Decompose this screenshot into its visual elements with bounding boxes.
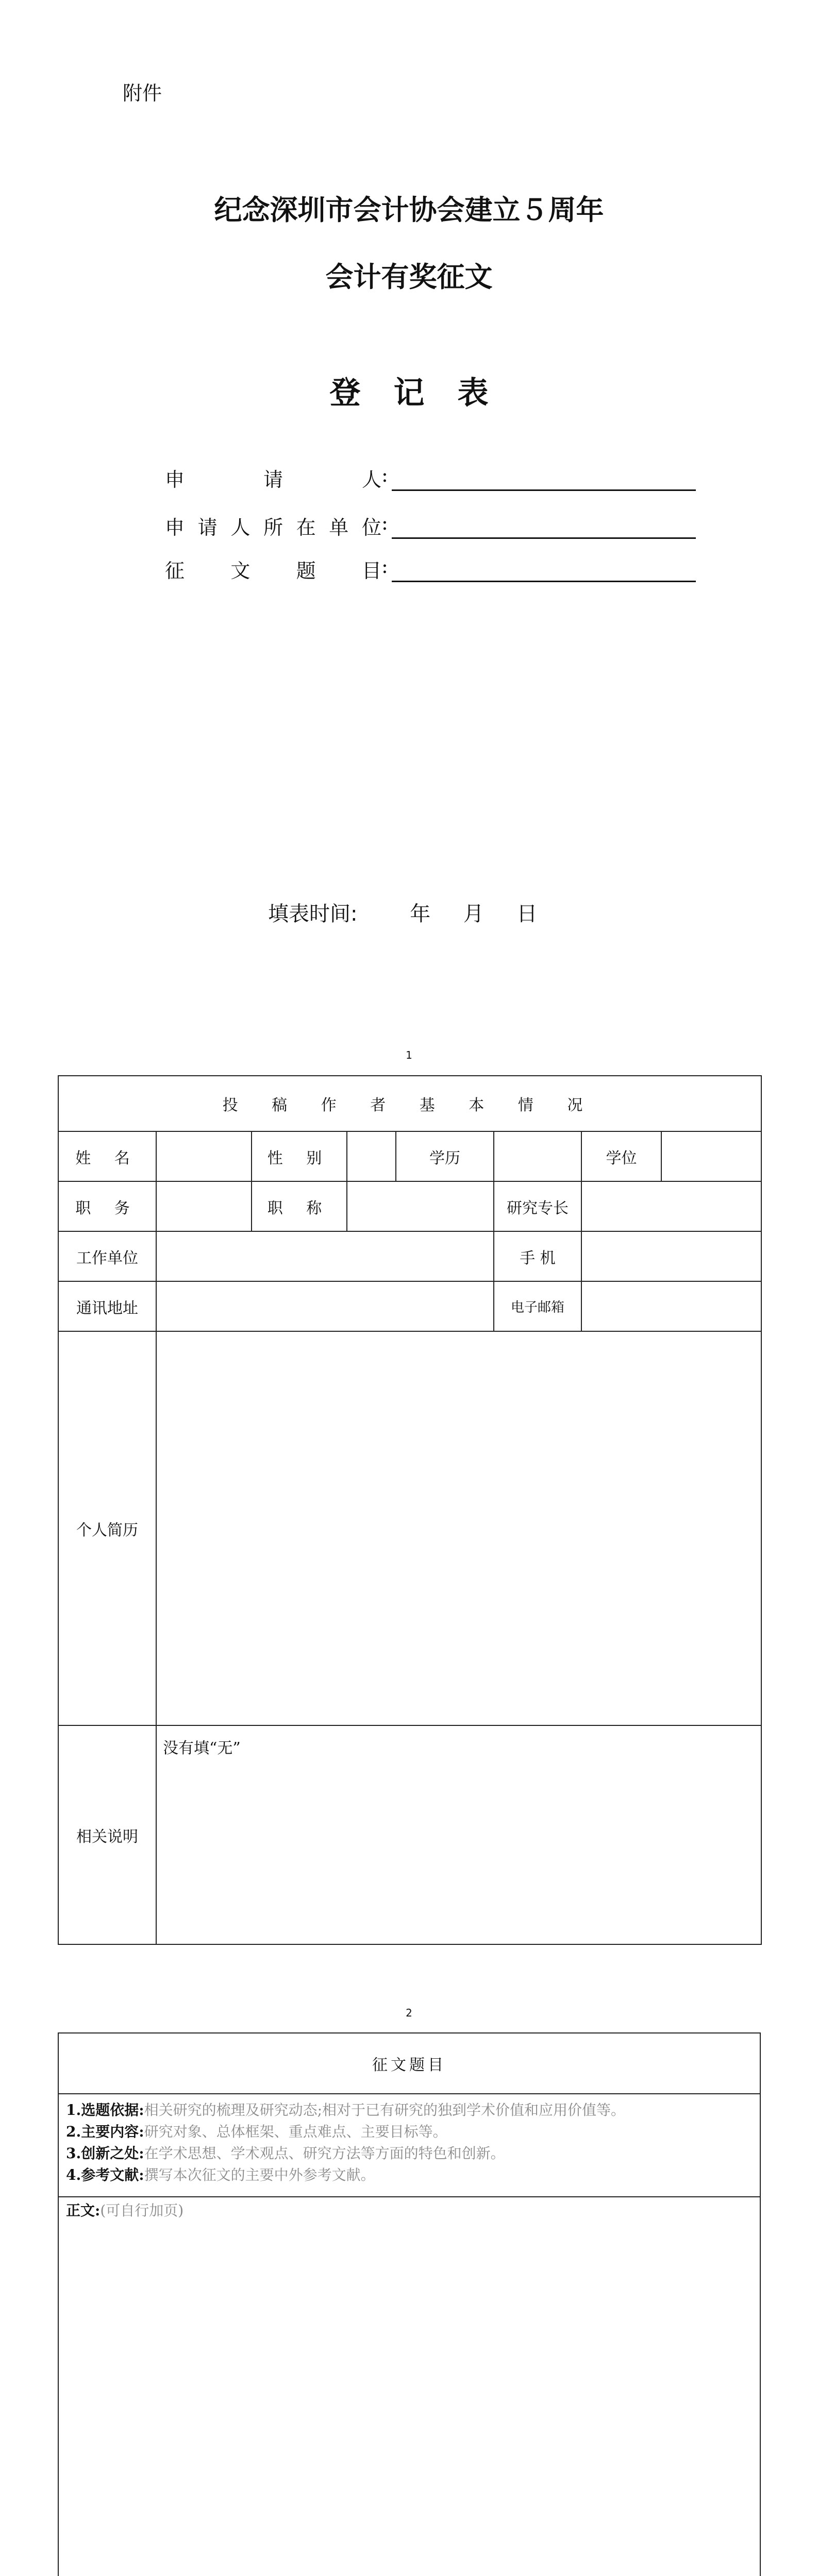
essay-table-header: 征文题目: [58, 2033, 760, 2094]
gender-label: 性 别: [252, 1131, 347, 1181]
applicant-employer-label: 申 请 人 所 在 单 位: [165, 516, 381, 539]
guide-item: [66, 2143, 753, 2164]
notes-hint: 没有填“无”: [163, 1739, 241, 1757]
essay-guide-cell: [58, 2094, 760, 2197]
author-info-table: [58, 1075, 762, 1945]
mobile-input[interactable]: [581, 1231, 761, 1281]
main-title-line2: 会计有奖征文: [325, 260, 493, 293]
guide-item-label: 2.主要内容:: [66, 2123, 144, 2140]
education-label: 学历: [396, 1131, 494, 1181]
attachment-label: 附件: [123, 82, 162, 105]
guide-item-label: 1.选题依据:: [66, 2102, 144, 2119]
essay-title-input-line[interactable]: [392, 581, 696, 582]
guide-item: [66, 2164, 753, 2186]
author-table-header: 投 稿 作 者 基 本 情 况: [58, 1076, 761, 1131]
page-number: 1: [406, 1049, 412, 1061]
name-label: 姓 名: [58, 1131, 156, 1181]
job-title-label: 职 称: [252, 1181, 347, 1231]
degree-label: 学位: [581, 1131, 661, 1181]
expertise-label: 研究专长: [494, 1181, 581, 1231]
essay-body-hint: (可自行加页): [100, 2202, 184, 2219]
page-number: 2: [406, 2007, 412, 2019]
mobile-label: 手 机: [494, 1231, 581, 1281]
applicant-field: [165, 464, 696, 495]
applicant-colon: :: [381, 464, 388, 486]
essay-table: [58, 2032, 761, 2576]
applicant-input-line[interactable]: [392, 489, 696, 491]
applicant-label: 申 请 人: [165, 468, 381, 491]
gender-input[interactable]: [347, 1131, 396, 1181]
notes-label: 相关说明: [58, 1725, 156, 1944]
education-input[interactable]: [494, 1131, 581, 1181]
email-input[interactable]: [581, 1281, 761, 1331]
position-input[interactable]: [156, 1181, 252, 1231]
guide-item-desc: 撰写本次征文的主要中外参考文献。: [144, 2166, 375, 2183]
guide-item-label: 4.参考文献:: [66, 2166, 144, 2183]
applicant-employer-field: [165, 512, 696, 543]
degree-input[interactable]: [661, 1131, 761, 1181]
applicant-employer-colon: :: [381, 512, 388, 534]
expertise-input[interactable]: [581, 1181, 761, 1231]
notes-input[interactable]: [156, 1725, 761, 1944]
employer-input[interactable]: [156, 1231, 494, 1281]
essay-body-input[interactable]: [58, 2197, 760, 2576]
guide-item-label: 3.创新之处:: [66, 2145, 144, 2162]
applicant-employer-input-line[interactable]: [392, 537, 696, 539]
fill-time: 填表时间: 年 月 日: [268, 902, 538, 926]
essay-body-label: 正文:: [66, 2202, 101, 2219]
guide-item: [66, 2099, 753, 2121]
address-input[interactable]: [156, 1281, 494, 1331]
essay-title-colon: :: [381, 555, 388, 578]
essay-title-field: [165, 555, 696, 586]
name-input[interactable]: [156, 1131, 252, 1181]
email-label: 电子邮箱: [494, 1281, 581, 1331]
resume-input[interactable]: [156, 1331, 761, 1725]
essay-title-label: 征 文 题 目: [165, 560, 381, 582]
resume-label: 个人简历: [58, 1331, 156, 1725]
guide-item-desc: 相关研究的梳理及研究动态;相对于已有研究的独到学术价值和应用价值等。: [144, 2102, 626, 2119]
form-title: 登记表: [329, 375, 522, 411]
job-title-input[interactable]: [347, 1181, 494, 1231]
position-label: 职 务: [58, 1181, 156, 1231]
guide-item-desc: 研究对象、总体框架、重点难点、主要目标等。: [144, 2123, 447, 2140]
main-title-line1: 纪念深圳市会计协会建立５周年: [214, 193, 604, 226]
address-label: 通讯地址: [58, 1281, 156, 1331]
guide-item: [66, 2121, 753, 2143]
guide-item-desc: 在学术思想、学术观点、研究方法等方面的特色和创新。: [144, 2145, 505, 2162]
employer-label: 工作单位: [58, 1231, 156, 1281]
